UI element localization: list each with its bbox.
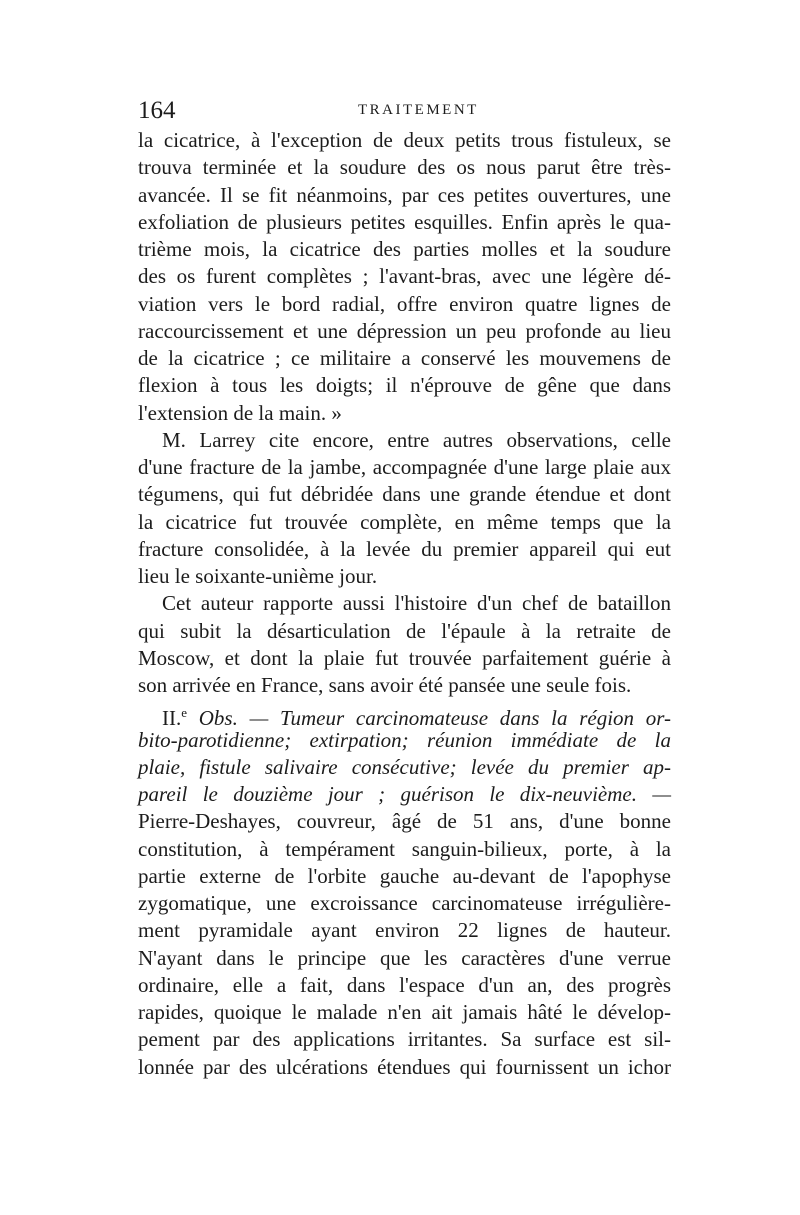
text-line: plaie, fistule salivaire consécutive; levée du premier ap- (138, 754, 671, 779)
text-line: des os furent complètes ; l'avant-bras, avec une légère dé- (138, 264, 671, 289)
page-header (138, 96, 671, 126)
text-line: tégumens, qui fut débridée dans une grande étendue et dont (138, 482, 671, 507)
text-line: raccourcissement et une dépression un peu profonde au lieu (138, 318, 671, 343)
text-line: son arrivée en France, sans avoir été pansée une seule fois. (138, 673, 632, 697)
text-line: la cicatrice, à l'exception de deux petits trous fistuleux, se (138, 128, 671, 152)
text-line: trouva terminée et la soudure des os nous parut être très- (138, 155, 671, 180)
text-line: N'ayant dans le principe que les caractères d'une verrue (138, 945, 671, 970)
text-line: viation vers le bord radial, offre environ quatre lignes de (138, 291, 671, 316)
text-line: lieu le soixante-unième jour. (138, 564, 378, 588)
text-line: zygomatique, une excroissance carcinomateuse irrégulière- (138, 891, 671, 915)
observation-title: Obs. — Tumeur carcinomateuse dans la région or- (198, 706, 672, 731)
text-line: M. Larrey cite encore, entre autres observations, celle (162, 427, 671, 452)
text-line: Cet auteur rapporte aussi l'histoire d'un chef de bataillon (162, 591, 671, 616)
body-text (138, 127, 671, 1081)
text-line: d'une fracture de la jambe, accompagnée d'une large plaie aux (138, 455, 671, 479)
text-line: trième mois, la cicatrice des parties molles et la soudure (138, 237, 671, 261)
text-line: qui subit la désarticulation de l'épaule à la retraite de (138, 618, 671, 643)
text-line: pement par des applications irritantes. Sa surface est sil- (138, 1027, 671, 1052)
observation-number: II. (162, 706, 182, 731)
observation-heading-line (138, 699, 672, 731)
text-line: bito-parotidienne; extirpation; réunion immédiate de la (138, 727, 671, 752)
text-line: de la cicatrice ; ce militaire a conservé les mouvemens de (138, 346, 671, 370)
text-line: l'extension de la main. » (138, 400, 342, 425)
text-line: avancée. Il se fit néanmoins, par ces petites ouvertures, une (138, 182, 671, 207)
text-line: exfoliation de plusieurs petites esquilles. Enfin après le qua- (138, 209, 671, 234)
text-line: flexion à tous les doigts; il n'éprouve de gêne que dans (138, 373, 671, 398)
text-line: la cicatrice fut trouvée complète, en même temps que la (138, 509, 671, 534)
text-line: rapides, quoique le malade n'en ait jamais hâté le dévelop- (138, 1000, 671, 1024)
text-line: Moscow, et dont la plaie fut trouvée parfaitement guérie à (138, 645, 671, 670)
running-head: TRAITEMENT (358, 102, 479, 118)
text-line: fracture consolidée, à la levée du premier appareil qui eut (138, 536, 671, 561)
text-line: constitution, à tempérament sanguin-bilieux, porte, à la (138, 836, 671, 861)
text-line: lonnée par des ulcérations étendues qui fournissent un ichor (138, 1054, 671, 1079)
observation-number-suffix: e (181, 705, 188, 721)
text-line: pareil le douzième jour ; guérison le dix-neuvième. — (138, 782, 671, 806)
page-number: 164 (138, 97, 176, 124)
text-line: partie externe de l'orbite gauche au-devant de l'apophyse (138, 863, 671, 888)
text-line: ment pyramidale ayant environ 22 lignes de hauteur. (138, 918, 671, 943)
text-line: ordinaire, elle a fait, dans l'espace d'un an, des progrès (138, 972, 671, 997)
text-line: Pierre-Deshayes, couvreur, âgé de 51 ans, d'une bonne (138, 809, 671, 834)
